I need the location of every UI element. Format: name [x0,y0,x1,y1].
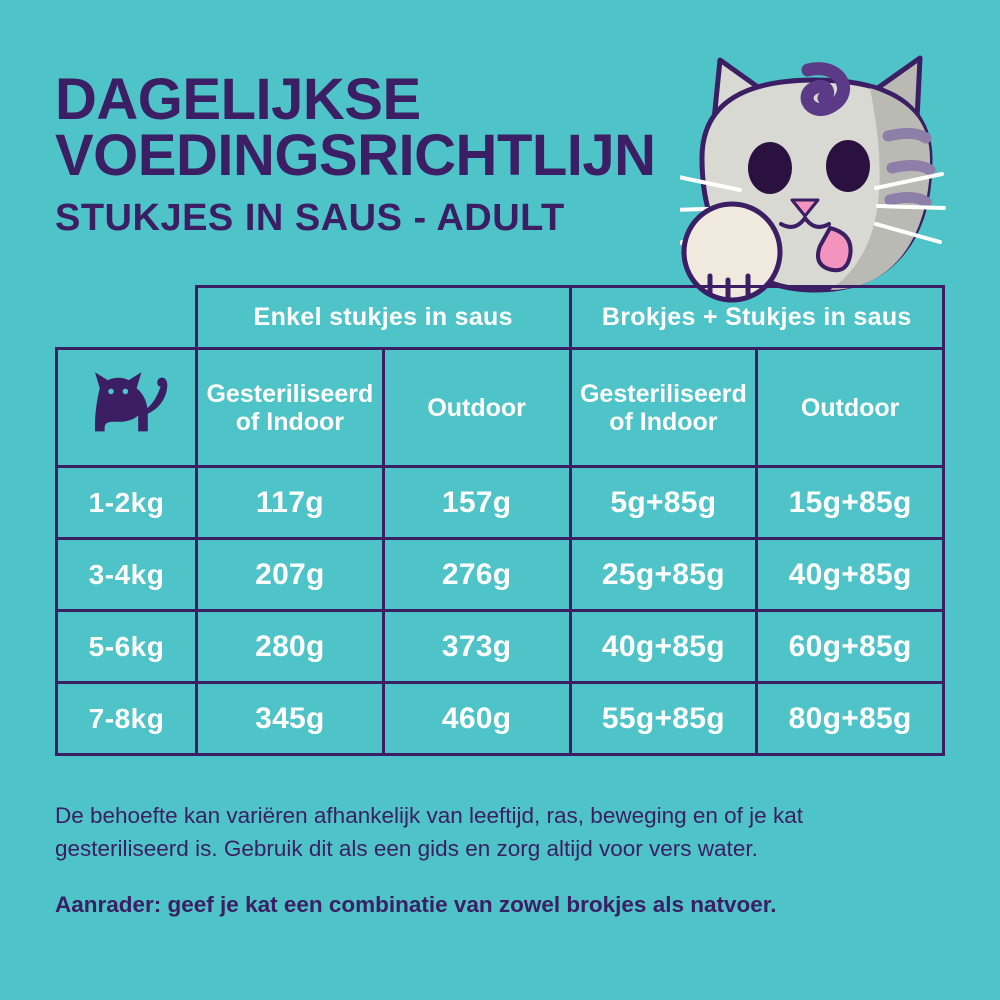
cell-value: 117g [197,467,384,539]
cell-value: 80g+85g [757,683,944,755]
table-group-header-row [57,287,944,349]
table-row [57,611,944,683]
table-row [57,539,944,611]
cell-value: 40g+85g [570,611,757,683]
cell-value: 276g [383,539,570,611]
page-header [55,67,755,240]
table-sub-header-row [57,349,944,467]
cell-value: 157g [383,467,570,539]
cat-head-icon [680,40,960,310]
row-weight-label: 7-8kg [57,683,197,755]
cell-value: 280g [197,611,384,683]
cell-value: 55g+85g [570,683,757,755]
cell-value: 15g+85g [757,467,944,539]
sub-header-outdoor-wet: Outdoor [383,349,570,467]
group-header-mixed: Brokjes + Stukjes in saus [570,287,944,349]
cell-value: 5g+85g [570,467,757,539]
row-weight-label: 3-4kg [57,539,197,611]
page-title-line1: DAGELIJKSE [55,67,421,132]
note-variation: De behoefte kan variëren afhankelijk van leeftijd, ras, beweging en of je kat gesteriliseerd is. Gebruik dit als een gids en zorg altijd voor vers water. [55,803,803,861]
page-subtitle: STUKJES IN SAUS - ADULT [55,196,565,239]
row-weight-label: 1-2kg [57,467,197,539]
cell-value: 373g [383,611,570,683]
sub-header-sterilised-indoor-mixed: Gesteriliseerd of Indoor [570,349,757,467]
sub-header-sterilised-indoor-wet: Gesteriliseerd of Indoor [197,349,384,467]
cat-silhouette-glyph [79,369,175,441]
group-header-wet-only: Enkel stukjes in saus [197,287,571,349]
cell-value: 40g+85g [757,539,944,611]
sub-header-outdoor-mixed: Outdoor [757,349,944,467]
table-row [57,467,944,539]
cell-value: 60g+85g [757,611,944,683]
cell-value: 207g [197,539,384,611]
feeding-guide-table [55,285,945,756]
cat-illustration [680,40,960,310]
empty-corner-cell [57,287,197,349]
footer-notes [55,800,935,922]
note-recommendation: Aanrader: geef je kat een combinatie van zowel brokjes als natvoer. [55,892,777,918]
page-title [55,67,755,189]
page-title-line2: VOEDINGSRICHTLIJN [55,123,656,189]
cat-silhouette-icon [57,349,197,467]
row-weight-label: 5-6kg [57,611,197,683]
table-row [57,683,944,755]
cell-value: 460g [383,683,570,755]
cell-value: 345g [197,683,384,755]
cell-value: 25g+85g [570,539,757,611]
